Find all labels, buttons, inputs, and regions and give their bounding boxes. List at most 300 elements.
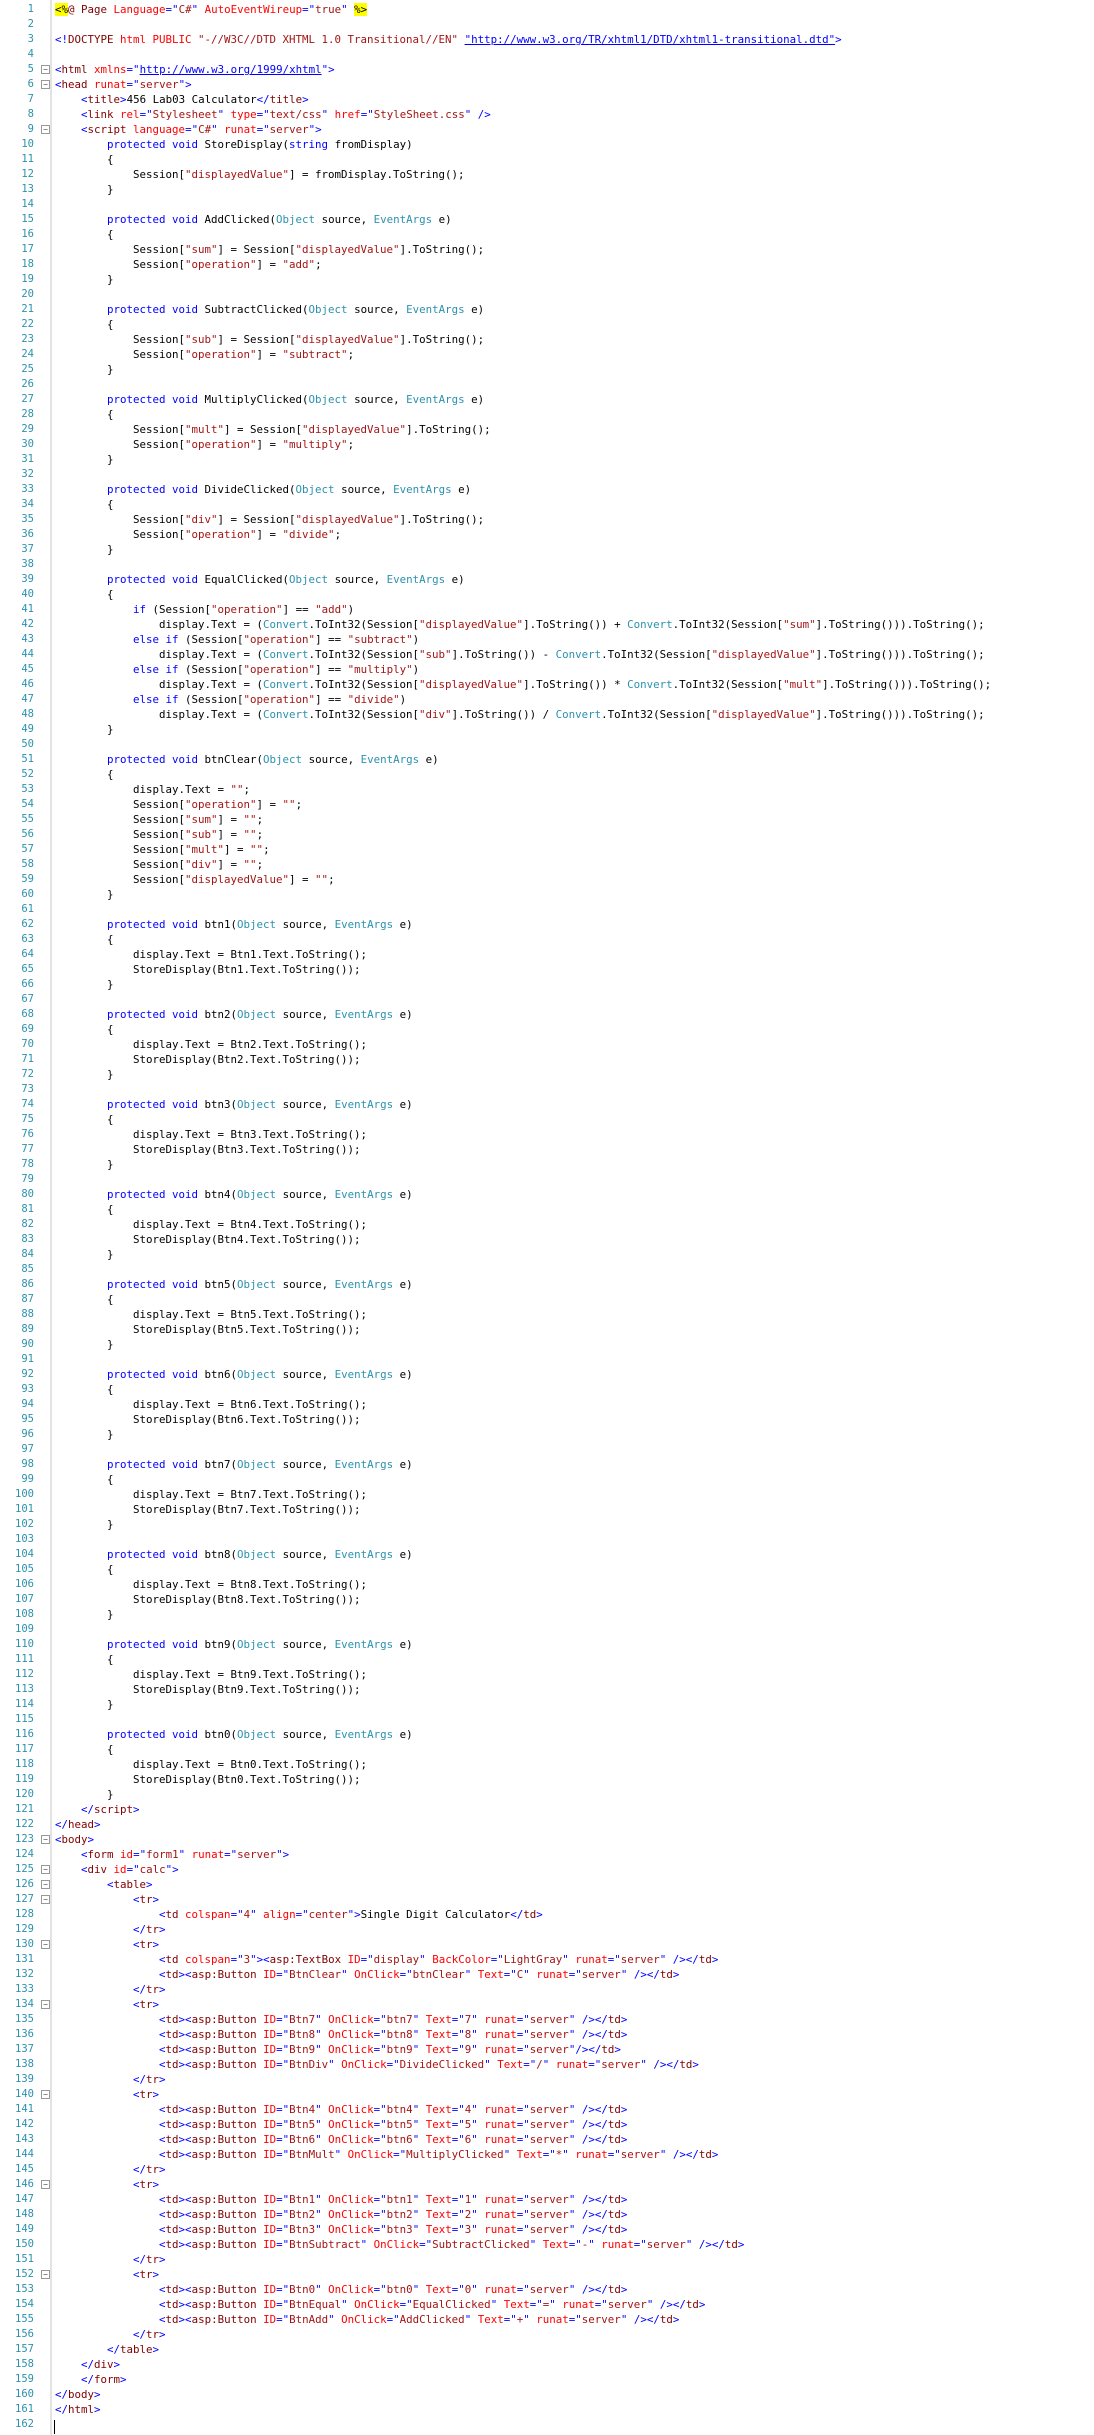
code-line[interactable]	[0, 1787, 1094, 1802]
code-token: "-//W3C//DTD XHTML 1.0 Transitional//EN"	[198, 33, 465, 46]
code-token: btn6	[386, 2133, 413, 2146]
code-line[interactable]	[0, 1862, 1094, 1877]
code-token: Object	[263, 753, 303, 766]
code-token: calc	[139, 1863, 166, 1876]
code-line[interactable]	[0, 2372, 1094, 2387]
code-line[interactable]	[0, 1397, 1094, 1412]
code-token: ="	[276, 2148, 290, 2161]
code-line[interactable]	[0, 1712, 1094, 1727]
code-line[interactable]	[0, 287, 1094, 302]
code-line[interactable]	[0, 362, 1094, 377]
collapse-icon[interactable]: −	[41, 2270, 50, 2279]
code-line[interactable]	[0, 527, 1094, 542]
code-line[interactable]	[0, 2342, 1094, 2357]
code-token: ="	[451, 2103, 465, 2116]
code-token: td	[165, 2133, 179, 2146]
code-line[interactable]	[0, 767, 1094, 782]
code-line[interactable]	[0, 92, 1094, 107]
code-line[interactable]	[0, 902, 1094, 917]
code-line[interactable]	[0, 122, 1094, 137]
code-line[interactable]	[0, 2357, 1094, 2372]
code-line[interactable]	[0, 2027, 1094, 2042]
code-line[interactable]	[0, 2177, 1094, 2192]
code-line[interactable]	[0, 2102, 1094, 2117]
code-line[interactable]	[0, 1082, 1094, 1097]
code-line[interactable]	[0, 1922, 1094, 1937]
code-line[interactable]	[0, 1172, 1094, 1187]
code-line[interactable]	[0, 1637, 1094, 1652]
code-line[interactable]	[0, 482, 1094, 497]
code-token: "div"	[185, 858, 218, 871]
line-number: 147	[15, 2193, 34, 2205]
code-line[interactable]	[0, 812, 1094, 827]
code-line[interactable]	[0, 1547, 1094, 1562]
line-number: 8	[27, 108, 34, 120]
code-token: EventArgs	[406, 393, 465, 406]
code-token: ="	[568, 2238, 582, 2251]
line-number: 128	[15, 1908, 34, 1920]
code-line[interactable]	[0, 1667, 1094, 1682]
code-line[interactable]	[0, 1202, 1094, 1217]
code-text	[55, 1202, 114, 1217]
code-token: OnClick	[321, 2223, 374, 2236]
code-line[interactable]	[0, 227, 1094, 242]
code-line[interactable]	[0, 2147, 1094, 2162]
code-line[interactable]	[0, 1727, 1094, 1742]
code-line[interactable]	[0, 1892, 1094, 1907]
code-line[interactable]	[0, 692, 1094, 707]
code-line[interactable]	[0, 2312, 1094, 2327]
code-line[interactable]	[0, 1997, 1094, 2012]
code-line[interactable]	[0, 1952, 1094, 1967]
code-token: EventArgs	[334, 1008, 394, 1021]
collapse-icon[interactable]: −	[41, 65, 50, 74]
code-token: td	[165, 2013, 179, 2026]
code-token: server	[529, 2028, 569, 2041]
code-token: ><	[178, 2058, 192, 2071]
code-token	[55, 753, 107, 766]
code-line[interactable]	[0, 992, 1094, 1007]
code-line[interactable]	[0, 1562, 1094, 1577]
code-line[interactable]	[0, 1232, 1094, 1247]
code-line[interactable]	[0, 317, 1094, 332]
line-number: 93	[21, 1383, 34, 1395]
code-line[interactable]	[0, 662, 1094, 677]
code-line[interactable]	[0, 557, 1094, 572]
code-line[interactable]	[0, 782, 1094, 797]
code-token: " /></	[568, 2118, 608, 2131]
code-line[interactable]	[0, 1247, 1094, 1262]
code-line[interactable]	[0, 1697, 1094, 1712]
code-line[interactable]	[0, 152, 1094, 167]
code-token: ].ToString()) +	[523, 618, 628, 631]
code-line[interactable]	[0, 1802, 1094, 1817]
code-line[interactable]	[0, 1427, 1094, 1442]
code-token: server	[581, 1968, 621, 1981]
code-line[interactable]	[0, 512, 1094, 527]
code-line[interactable]	[0, 392, 1094, 407]
code-text	[55, 1877, 153, 1892]
code-line[interactable]	[0, 752, 1094, 767]
code-token: }	[55, 1518, 114, 1531]
code-token: center	[308, 1908, 348, 1921]
code-line[interactable]	[0, 1337, 1094, 1352]
code-line[interactable]	[0, 857, 1094, 872]
code-line[interactable]	[0, 107, 1094, 122]
code-line[interactable]	[0, 2417, 1094, 2432]
collapse-icon[interactable]: −	[41, 2090, 50, 2099]
code-text	[55, 107, 491, 122]
code-line[interactable]	[0, 1502, 1094, 1517]
code-line[interactable]	[0, 497, 1094, 512]
code-token: " /></	[568, 2223, 608, 2236]
code-line[interactable]	[0, 2042, 1094, 2057]
code-line[interactable]	[0, 572, 1094, 587]
code-line[interactable]	[0, 452, 1094, 467]
code-line[interactable]	[0, 467, 1094, 482]
code-line[interactable]	[0, 2117, 1094, 2132]
code-line[interactable]	[0, 1577, 1094, 1592]
code-line[interactable]	[0, 587, 1094, 602]
code-text	[55, 2042, 621, 2057]
code-line[interactable]	[0, 1097, 1094, 1112]
code-text	[55, 2102, 627, 2117]
code-token: "operation"	[243, 633, 316, 646]
code-line[interactable]	[0, 677, 1094, 692]
code-line[interactable]	[0, 962, 1094, 977]
code-line[interactable]	[0, 197, 1094, 212]
code-line[interactable]	[0, 272, 1094, 287]
code-token: OnClick	[341, 2148, 394, 2161]
code-text	[55, 1607, 114, 1622]
code-line[interactable]	[0, 1322, 1094, 1337]
code-line[interactable]	[0, 1367, 1094, 1382]
code-text	[55, 347, 354, 362]
code-line[interactable]	[0, 1112, 1094, 1127]
code-token: 2	[464, 2208, 472, 2221]
code-line[interactable]	[0, 917, 1094, 932]
code-line[interactable]	[0, 1382, 1094, 1397]
code-token: protected void	[107, 1008, 199, 1021]
code-line[interactable]	[0, 1187, 1094, 1202]
code-line[interactable]	[0, 1472, 1094, 1487]
code-token: asp:Button	[191, 2223, 257, 2236]
code-line[interactable]	[0, 1607, 1094, 1622]
code-line[interactable]	[0, 1937, 1094, 1952]
code-token: source,	[276, 1008, 335, 1021]
code-text	[55, 662, 419, 677]
code-line[interactable]	[0, 1847, 1094, 1862]
code-text	[55, 2072, 166, 2087]
code-line[interactable]	[0, 977, 1094, 992]
collapse-icon[interactable]: −	[41, 2000, 50, 2009]
code-text	[55, 1832, 94, 1847]
code-line[interactable]	[0, 1967, 1094, 1982]
collapse-icon[interactable]: −	[41, 125, 50, 134]
code-line[interactable]	[0, 2, 1094, 17]
code-line[interactable]	[0, 2072, 1094, 2087]
code-line[interactable]	[0, 257, 1094, 272]
code-token: ID	[256, 2028, 277, 2041]
collapse-icon[interactable]: −	[41, 1940, 50, 1949]
code-token: asp:Button	[191, 2133, 257, 2146]
code-token: ].ToString())).ToString();	[822, 678, 992, 691]
code-line[interactable]	[0, 2252, 1094, 2267]
code-token: ="	[399, 1968, 413, 1981]
code-token: StoreDisplay(	[198, 138, 290, 151]
code-line[interactable]	[0, 212, 1094, 227]
code-line[interactable]	[0, 1757, 1094, 1772]
line-number: 100	[15, 1488, 34, 1500]
code-token: ID	[256, 2058, 277, 2071]
line-number: 137	[15, 2043, 34, 2055]
code-token: ID	[256, 2223, 277, 2236]
code-line[interactable]	[0, 1772, 1094, 1787]
code-token: Text	[471, 2313, 504, 2326]
code-token	[55, 2088, 133, 2101]
code-text	[55, 32, 842, 47]
code-token	[55, 1368, 107, 1381]
code-line[interactable]	[0, 872, 1094, 887]
code-line[interactable]	[0, 62, 1094, 77]
code-line[interactable]	[0, 602, 1094, 617]
code-token: ">	[178, 78, 192, 91]
code-line[interactable]	[0, 647, 1094, 662]
code-token: btn4(	[198, 1188, 238, 1201]
code-token: display.Text = Btn9.Text.ToString();	[55, 1668, 368, 1681]
line-number: 136	[15, 2028, 34, 2040]
code-token: >	[672, 2313, 680, 2326]
code-token: runat	[477, 2028, 517, 2041]
code-line[interactable]	[0, 1622, 1094, 1637]
code-line[interactable]	[0, 722, 1094, 737]
code-line[interactable]	[0, 1217, 1094, 1232]
code-line[interactable]	[0, 77, 1094, 92]
code-token: }	[55, 543, 114, 556]
collapse-icon[interactable]: −	[41, 2180, 50, 2189]
code-token: protected void	[107, 1638, 199, 1651]
line-number: 122	[15, 1818, 34, 1830]
code-line[interactable]	[0, 2327, 1094, 2342]
code-token: ">	[276, 1848, 290, 1861]
code-token: </	[55, 1818, 69, 1831]
line-number: 121	[15, 1803, 34, 1815]
code-text	[55, 1247, 114, 1262]
code-line[interactable]	[0, 617, 1094, 632]
line-number: 83	[21, 1233, 34, 1245]
code-line[interactable]	[0, 1262, 1094, 1277]
code-token: source,	[276, 1548, 335, 1561]
code-token: ><	[178, 2208, 192, 2221]
code-line[interactable]	[0, 1457, 1094, 1472]
code-line[interactable]	[0, 332, 1094, 347]
code-line[interactable]	[0, 2297, 1094, 2312]
code-token: source,	[315, 213, 374, 226]
code-token: C	[516, 1968, 524, 1981]
code-line[interactable]	[0, 377, 1094, 392]
code-token: </	[510, 1908, 524, 1921]
code-line[interactable]	[0, 1517, 1094, 1532]
code-text	[55, 917, 413, 932]
code-line[interactable]	[0, 1157, 1094, 1172]
code-line[interactable]	[0, 2222, 1094, 2237]
code-line[interactable]	[0, 1442, 1094, 1457]
code-line[interactable]	[0, 422, 1094, 437]
code-token: ="	[276, 2118, 290, 2131]
code-line[interactable]	[0, 1832, 1094, 1847]
code-token: e)	[393, 1368, 413, 1381]
code-line[interactable]	[0, 1292, 1094, 1307]
code-line[interactable]	[0, 437, 1094, 452]
code-line[interactable]	[0, 1412, 1094, 1427]
code-text	[55, 2087, 159, 2102]
code-line[interactable]	[0, 1817, 1094, 1832]
code-token: ="	[276, 2133, 290, 2146]
code-token: tr	[146, 1923, 160, 1936]
code-line[interactable]	[0, 1022, 1094, 1037]
code-token: td	[698, 1953, 712, 1966]
code-token: "	[412, 2193, 420, 2206]
code-line[interactable]	[0, 1037, 1094, 1052]
code-token: >	[620, 2028, 628, 2041]
collapse-icon[interactable]: −	[41, 80, 50, 89]
code-line[interactable]	[0, 17, 1094, 32]
code-text	[55, 2132, 627, 2147]
line-number: 71	[21, 1053, 34, 1065]
code-token: asp:Button	[191, 2283, 257, 2296]
code-token: "	[412, 2013, 420, 2026]
code-token: ><	[178, 2283, 192, 2296]
code-line[interactable]	[0, 1067, 1094, 1082]
code-token: )	[412, 633, 420, 646]
code-line[interactable]	[0, 1907, 1094, 1922]
code-line[interactable]	[0, 137, 1094, 152]
code-line[interactable]	[0, 1052, 1094, 1067]
code-token: Text	[419, 2223, 452, 2236]
code-token: ] = Session[	[217, 513, 296, 526]
code-line[interactable]	[0, 1487, 1094, 1502]
code-line[interactable]	[0, 707, 1094, 722]
code-token: "	[315, 2103, 322, 2116]
code-line[interactable]	[0, 1652, 1094, 1667]
code-line[interactable]	[0, 2057, 1094, 2072]
code-token: <	[133, 2178, 140, 2191]
code-line[interactable]	[0, 947, 1094, 962]
code-line[interactable]	[0, 2237, 1094, 2252]
code-line[interactable]	[0, 1742, 1094, 1757]
code-line[interactable]	[0, 1352, 1094, 1367]
code-line[interactable]	[0, 2192, 1094, 2207]
code-line[interactable]	[0, 1127, 1094, 1142]
code-line[interactable]	[0, 887, 1094, 902]
code-line[interactable]	[0, 1532, 1094, 1547]
code-line[interactable]	[0, 842, 1094, 857]
code-token: ;	[243, 783, 251, 796]
collapse-icon[interactable]: −	[41, 1880, 50, 1889]
code-token: ><	[178, 2298, 192, 2311]
code-token: Object	[237, 1098, 277, 1111]
line-number: 59	[21, 873, 34, 885]
code-text	[55, 242, 484, 257]
code-text	[55, 2147, 718, 2162]
code-line[interactable]	[0, 1307, 1094, 1322]
line-number: 44	[21, 648, 34, 660]
code-line[interactable]	[0, 182, 1094, 197]
code-line[interactable]	[0, 1592, 1094, 1607]
code-line[interactable]	[0, 407, 1094, 422]
code-token: "displayedValue"	[295, 243, 400, 256]
code-line[interactable]	[0, 1007, 1094, 1022]
code-line[interactable]	[0, 2282, 1094, 2297]
code-line[interactable]	[0, 632, 1094, 647]
collapse-icon[interactable]: −	[41, 1835, 50, 1844]
code-line[interactable]	[0, 347, 1094, 362]
line-number: 96	[21, 1428, 34, 1440]
code-token: MultiplyClicked(	[198, 393, 309, 406]
code-token: btn2(	[198, 1008, 238, 1021]
code-line[interactable]	[0, 2012, 1094, 2027]
code-text	[55, 92, 309, 107]
code-token	[55, 2058, 159, 2071]
line-number: 61	[21, 903, 34, 915]
code-token: head	[68, 1818, 95, 1831]
code-line[interactable]	[0, 1277, 1094, 1292]
code-line[interactable]	[0, 2132, 1094, 2147]
code-token: "	[360, 2238, 368, 2251]
code-line[interactable]	[0, 827, 1094, 842]
code-token: <	[133, 2268, 140, 2281]
code-token: ""	[315, 873, 329, 886]
code-line[interactable]	[0, 167, 1094, 182]
code-line[interactable]	[0, 2402, 1094, 2417]
code-line[interactable]	[0, 2162, 1094, 2177]
code-line[interactable]	[0, 2267, 1094, 2282]
code-line[interactable]	[0, 302, 1094, 317]
collapse-icon[interactable]: −	[41, 1865, 50, 1874]
code-line[interactable]	[0, 1877, 1094, 1892]
code-line[interactable]	[0, 737, 1094, 752]
line-number: 43	[21, 633, 34, 645]
code-token: {	[55, 588, 114, 601]
code-text	[55, 962, 361, 977]
code-token: Object	[308, 393, 348, 406]
code-line[interactable]	[0, 797, 1094, 812]
code-token: td	[165, 2118, 179, 2131]
code-token: Btn2	[289, 2208, 316, 2221]
code-token: <	[133, 2088, 140, 2101]
code-text	[55, 1562, 114, 1577]
code-line[interactable]	[0, 2387, 1094, 2402]
code-line[interactable]	[0, 47, 1094, 62]
code-line[interactable]	[0, 932, 1094, 947]
code-token: e)	[393, 1008, 413, 1021]
code-token: ="	[393, 2148, 407, 2161]
code-line[interactable]	[0, 32, 1094, 47]
code-line[interactable]	[0, 542, 1094, 557]
code-token: asp:Button	[191, 2103, 257, 2116]
code-line[interactable]	[0, 2087, 1094, 2102]
line-number: 118	[15, 1758, 34, 1770]
code-line[interactable]	[0, 1982, 1094, 1997]
code-token: EventArgs	[334, 1548, 394, 1561]
code-line[interactable]	[0, 242, 1094, 257]
code-token: Session[	[55, 828, 186, 841]
code-line[interactable]	[0, 1142, 1094, 1157]
code-token: title	[87, 93, 121, 106]
collapse-icon[interactable]: −	[41, 1895, 50, 1904]
code-line[interactable]	[0, 1682, 1094, 1697]
code-line[interactable]	[0, 2207, 1094, 2222]
